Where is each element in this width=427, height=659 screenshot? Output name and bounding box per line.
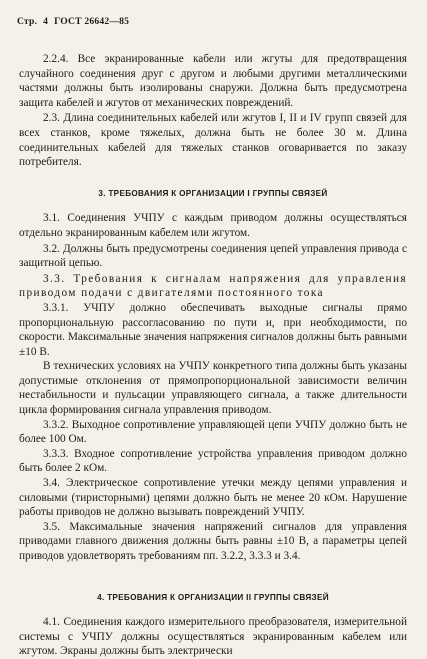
- page-number: 4: [43, 16, 49, 27]
- paragraph-3-3-3: 3.3.3. Входное сопротивление устройства управления приводом должно быть более 2 кОм.: [19, 447, 407, 475]
- paragraph-3-3-1: 3.3.1. УЧПУ должно обеспечивать выходные сигналы прямо пропорциональную рассогласованию по пути и, при необходимости, по скорости. Максимальные значения напряжения сигналов должны быть равными ±10 В.: [19, 301, 407, 358]
- paragraph-3-2: 3.2. Должны быть предусмотрены соединения цепей управления привода с защитной цепью.: [19, 242, 407, 270]
- paragraph-3-3-2: 3.3.2. Выходное сопротивление управляющей цепи УЧПУ должно быть не более 100 Ом.: [19, 418, 407, 446]
- paragraph-technical-conditions: В технических условиях на УЧПУ конкретного типа должны быть указаны допустимые отклонения от прямопропорциональной зависимости величин нестабильности и пульсации управляющего сигнала, а также длительности цикла формирования сигнала управления приводом.: [19, 360, 407, 417]
- paragraph-3-1: 3.1. Соединения УЧПУ с каждым приводом должны осуществляться отдельно экранированным кабелем или жгутом.: [19, 212, 407, 239]
- page-label: Стр.: [17, 16, 38, 27]
- section-heading-4: 4. ТРЕБОВАНИЯ К ОРГАНИЗАЦИИ II ГРУППЫ СВЯЗЕЙ: [97, 592, 329, 602]
- section-heading-3: 3. ТРЕБОВАНИЯ К ОРГАНИЗАЦИИ I ГРУППЫ СВЯЗЕЙ: [98, 188, 328, 198]
- paragraph-3-3: 3.3. Требования к сигналам напряжения для управления приводом подачи с двигателями постоянного тока: [19, 272, 407, 300]
- standard-number: ГОСТ 26642—85: [54, 16, 130, 27]
- paragraph-2-3: 2.3. Длина соединительных кабелей или жгутов I, II и IV групп связей для всех станков, кроме тяжелых, должна быть не более 30 м. Длина соединительных кабелей для тяжелых станков оговаривается по заказу потребителя.: [19, 112, 407, 169]
- paragraph-3-5: 3.5. Максимальные значения напряжений сигналов для управления приводами главного движения должны быть равны ±10 В, а параметры цепей приводов удовлетворять требованиям пп. 3.2.2, 3.3.3 и 3.4.: [19, 520, 407, 562]
- page-header: [17, 16, 135, 27]
- paragraph-3-4: 3.4. Электрическое сопротивление утечки между цепями управления и силовыми (тиристорными) цепями должно быть не менее 20 кОм. Нарушение работы приводов не должно вызывать повреждений УЧПУ.: [19, 477, 407, 519]
- paragraph-2-2-4: 2.2.4. Все экранированные кабели или жгуты для предотвращения случайного соединения друг с другом и любыми другими металлическими частями должны быть изолированы снаружи. Должна быть предусмотрена защита кабелей и жгутов от механических повреждений.: [19, 53, 407, 109]
- paragraph-4-1: 4.1. Соединения каждого измерительного преобразователя, измерительной системы с УЧПУ должны осуществляться экранированным кабелем или жгутом. Экраны должны быть электрически: [19, 616, 407, 658]
- document-body: [19, 52, 407, 659]
